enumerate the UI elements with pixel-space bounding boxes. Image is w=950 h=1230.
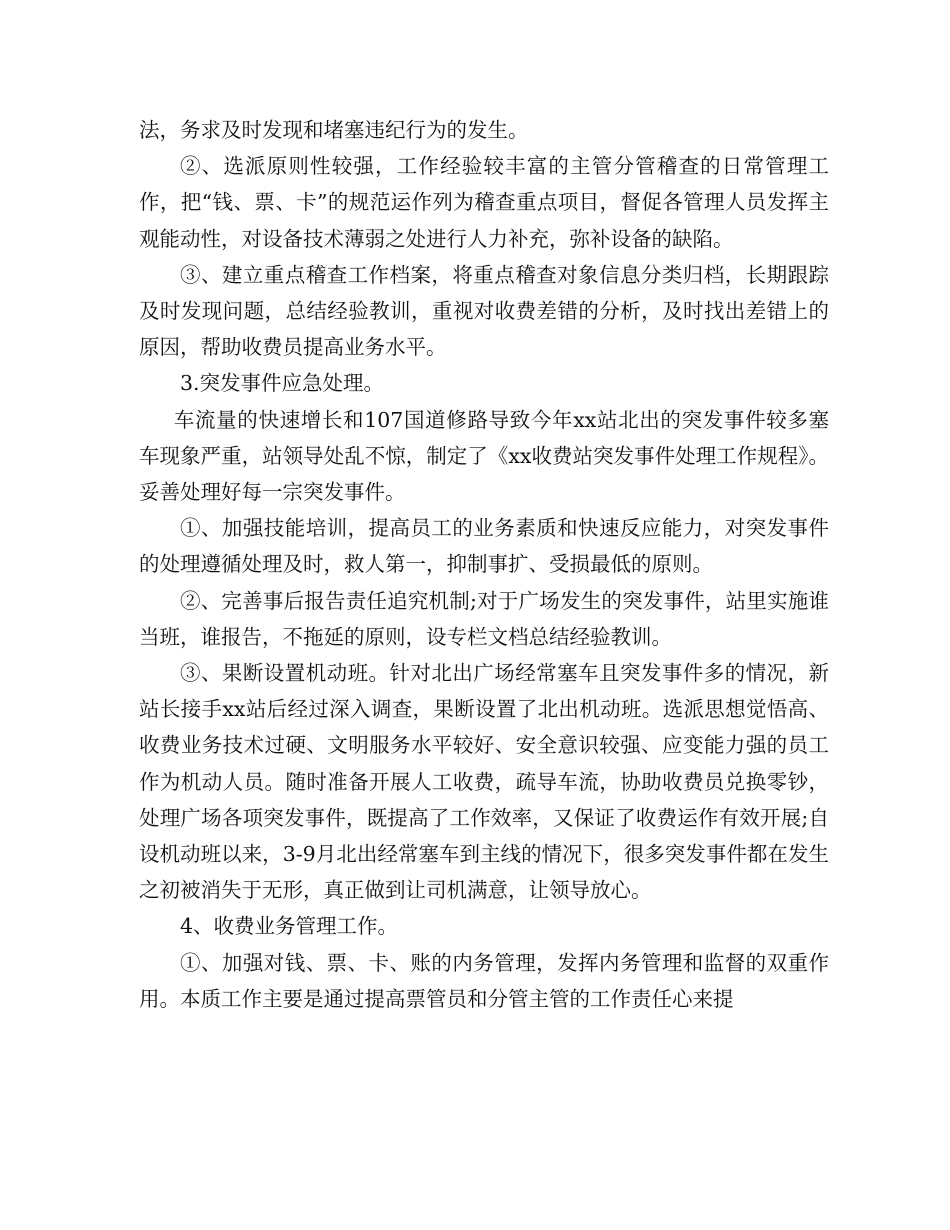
- paragraph-mobile-team: ③、果断设置机动班。针对北出广场经常塞车且突发事件多的情况，新站长接手xx站后经过深入调查，果断设置了北出机动班。选派思想觉悟高、收费业务技术过硬、文明服务水平较好、安全意识较强、应变能力强的员工作为机动人员。随时准备开展人工收费，疏导车流，协助收费员兑换零钞，处理广场各项突发事件，既提高了工作效率，又保证了收费运作有效开展;自设机动班以来，3-9月北出经常塞车到主线的情况下，很多突发事件都在发生之初被消失于无形，真正做到让司机满意，让领导放心。: [139, 661, 829, 903]
- paragraph-internal-management: ①、加强对钱、票、卡、账的内务管理，发挥内务管理和监督的双重作用。本质工作主要是通过提高票管员和分管主管的工作责任心来提: [139, 950, 829, 1011]
- paragraph-inspector-selection: ②、选派原则性较强，工作经验较丰富的主管分管稽查的日常管理工作，把“钱、票、卡”的规范运作列为稽查重点项目，督促各管理人员发挥主观能动性，对设备技术薄弱之处进行人力补充，弥补设备的缺陷。: [139, 154, 829, 251]
- paragraph-continuation: 法，务求及时发现和堵塞违纪行为的发生。: [139, 118, 529, 142]
- paragraph-skill-training: ①、加强技能培训，提高员工的业务素质和快速反应能力，对突发事件的处理遵循处理及时，救人第一，抑制事扩、受损最低的原则。: [139, 516, 829, 577]
- paragraph-inspection-archive: ③、建立重点稽查工作档案，将重点稽查对象信息分类归档，长期跟踪及时发现问题，总结经验教训，重视对收费差错的分析，及时找出差错上的原因，帮助收费员提高业务水平。: [139, 262, 829, 360]
- document-body: [139, 112, 829, 1017]
- paragraph-traffic-growth: 车流量的快速增长和107国道修路导致今年xx站北出的突发事件较多塞车现象严重，站领导处乱不惊，制定了《xx收费站突发事件处理工作规程》。妥善处理好每一宗突发事件。: [139, 407, 829, 505]
- section-heading-toll-management: 4、收费业务管理工作。: [180, 914, 399, 939]
- paragraph-accountability: ②、完善事后报告责任追究机制;对于广场发生的突发事件，站里实施谁当班，谁报告，不拖延的原则，设专栏文档总结经验教训。: [139, 588, 829, 649]
- section-heading-emergency: 3.突发事件应急处理。: [180, 371, 385, 396]
